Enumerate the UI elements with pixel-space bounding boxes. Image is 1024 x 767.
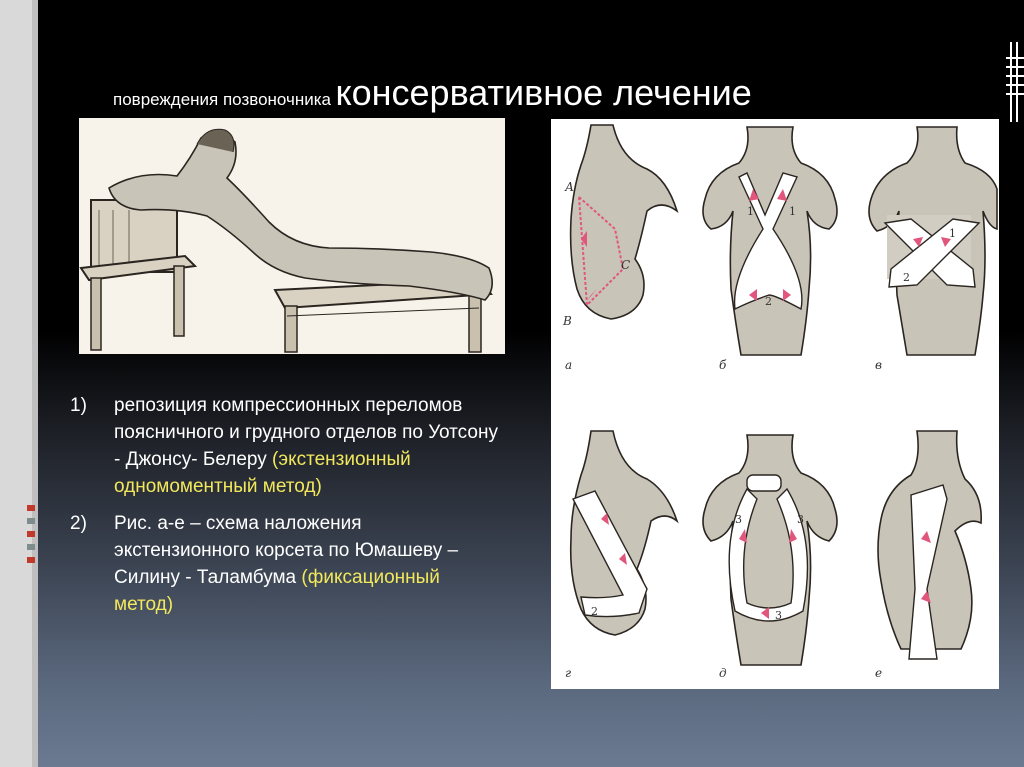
band-num-3: 3 — [735, 513, 742, 526]
side-mark — [27, 518, 35, 524]
list-highlight: (экстензионный одномоментный метод) — [114, 449, 411, 497]
left-decor-strip — [0, 0, 38, 767]
band-num-1: 1 — [789, 205, 796, 218]
label-C: С — [621, 258, 631, 272]
label-a: а — [565, 358, 573, 372]
title-small: повреждения позвоночника — [113, 90, 332, 109]
band-num-2: 2 — [765, 295, 772, 308]
label-d: д — [719, 666, 727, 680]
label-A: А — [565, 180, 575, 194]
list-text: репозиция компрессионных переломов поясничного и грудного отделов по Уотсону - Джонсу- Белеру — [114, 395, 498, 470]
label-b: б — [719, 358, 727, 372]
label-B: В — [563, 314, 572, 328]
side-marks — [27, 505, 35, 570]
band-num-2: 2 — [591, 605, 598, 618]
corner-bar — [1006, 75, 1024, 77]
panel-d — [703, 435, 837, 680]
side-mark — [27, 531, 35, 537]
corner-bar — [1006, 66, 1024, 68]
corset-scheme-figure — [551, 119, 999, 689]
band-num-2: 2 — [903, 271, 910, 284]
patient-illustration — [79, 118, 505, 354]
title-big: консервативное лечение — [335, 72, 752, 113]
corset-illustration — [551, 119, 999, 689]
panel-g — [565, 431, 677, 680]
label-v: в — [875, 358, 882, 372]
corner-bar — [1006, 57, 1024, 59]
side-mark — [27, 505, 35, 511]
panel-b — [703, 127, 837, 372]
label-e: е — [875, 666, 883, 680]
band-num-3: 3 — [797, 513, 804, 526]
slide-title — [113, 72, 752, 114]
side-mark — [27, 544, 35, 550]
panel-e — [875, 431, 981, 680]
band-num-1: 1 — [949, 227, 956, 240]
corner-bars — [1006, 57, 1024, 102]
panel-a — [562, 125, 677, 372]
patient-on-tables-figure — [79, 118, 505, 354]
list-number: 2) — [70, 513, 87, 534]
list-highlight: (фиксационный метод) — [114, 567, 440, 615]
method-list — [70, 392, 500, 628]
corner-bar — [1006, 84, 1024, 86]
label-g: г — [565, 666, 572, 680]
left-decor-strip-inner — [32, 0, 38, 767]
list-item — [70, 510, 500, 618]
panel-v — [869, 127, 997, 372]
side-mark — [27, 557, 35, 563]
band-num-3: 3 — [775, 609, 782, 622]
list-text: Рис. а-е – схема наложения экстензионного корсета по Юмашеву – Силину - Таламбума — [114, 513, 459, 588]
list-number: 1) — [70, 395, 87, 416]
corner-bar — [1006, 93, 1024, 95]
band-num-1: 1 — [747, 205, 754, 218]
list-item — [70, 392, 500, 500]
